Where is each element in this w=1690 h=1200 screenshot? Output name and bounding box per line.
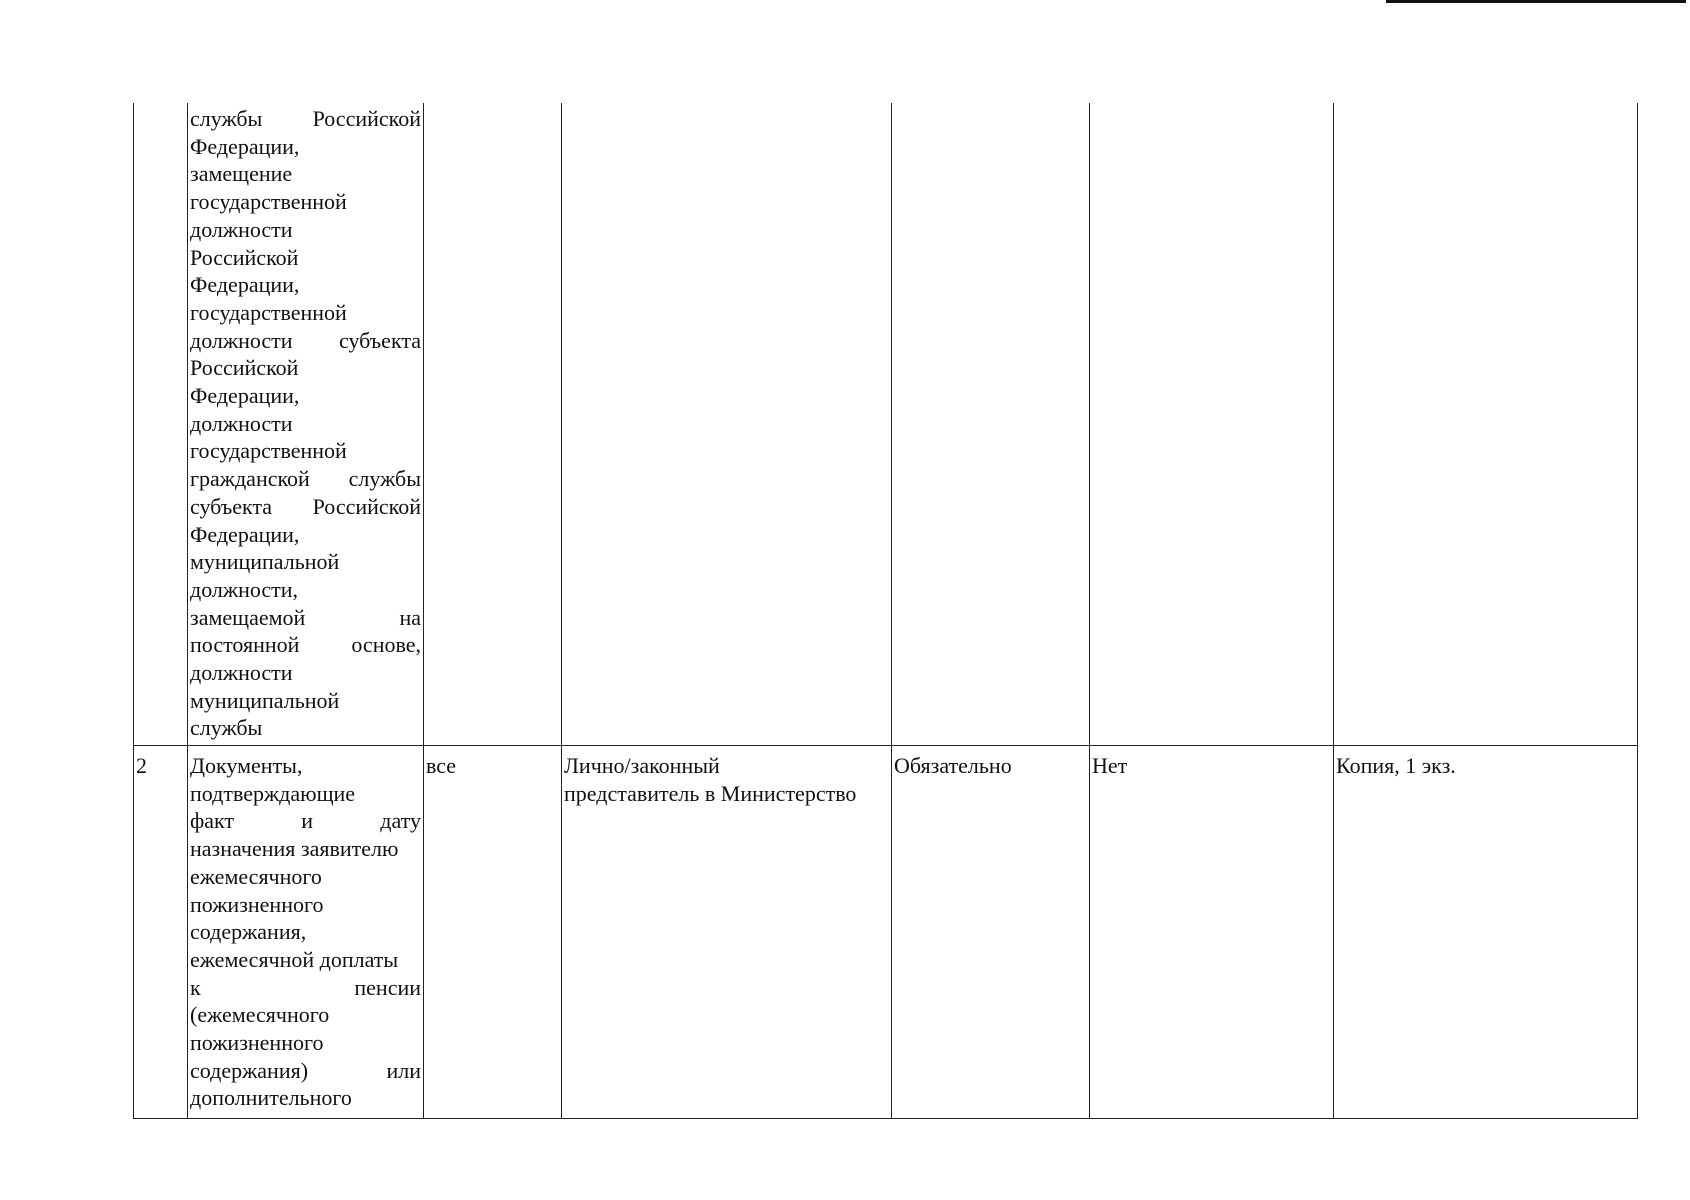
cell-number: 2	[134, 746, 188, 1119]
document-name-line: Российской	[190, 244, 299, 270]
document-name-line: службы	[190, 715, 263, 741]
document-name-line: Федерации,	[190, 383, 300, 409]
document-name-line: пожизненного	[190, 891, 324, 917]
cell-applicant-category: все	[424, 746, 562, 1119]
document-name-line: государственной	[190, 438, 347, 464]
document-name-line: дополнительного	[190, 1085, 352, 1111]
document-name-line: пожизненного	[190, 1030, 324, 1056]
document-name-line: должности	[190, 216, 293, 242]
document-name-line: содержания,	[190, 919, 307, 945]
document-name-line: Федерации,	[190, 133, 300, 159]
cell-requirement	[892, 103, 1090, 746]
document-name-line: ежемесячной доплаты	[190, 946, 399, 972]
document-name-line: замещение	[190, 161, 293, 187]
document-name-line: должности	[190, 410, 293, 436]
method-line: представитель в Министерство	[564, 780, 857, 806]
document-name-line: (ежемесячного	[190, 1002, 330, 1028]
top-rule	[1386, 0, 1686, 3]
document-name-line: муниципальной	[190, 549, 340, 575]
table-row-continued	[134, 103, 1638, 746]
document-name-line: ежемесячного	[190, 863, 322, 889]
document-name-line: государственной	[190, 299, 347, 325]
document-name-line: замещаемой на	[190, 604, 421, 630]
cell-document-name	[188, 103, 424, 746]
documents-table	[133, 103, 1638, 1119]
document-name-line: гражданской службы	[190, 466, 421, 492]
document-name-line: государственной	[190, 189, 347, 215]
document-name-line: Федерации,	[190, 521, 300, 547]
document-name-line: к пенсии	[190, 974, 421, 1000]
document-name-line: Документы,	[190, 753, 303, 778]
cell-applicant-category	[424, 103, 562, 746]
cell-number	[134, 103, 188, 746]
table-row-2	[134, 746, 1638, 1119]
document-name-line: факт и дату	[190, 808, 421, 834]
document-name-lines	[190, 105, 421, 742]
cell-submission-method	[562, 103, 892, 746]
cell-form	[1334, 103, 1638, 746]
cell-form: Копия, 1 экз.	[1334, 746, 1638, 1119]
document-name-line: субъекта Российской	[190, 493, 421, 519]
document-name-line: должности	[190, 660, 293, 686]
document-name-line: должности,	[190, 576, 299, 602]
document-name-line: Российской	[190, 355, 299, 381]
method-line: Лично/законный	[564, 753, 720, 778]
document-name-line: подтверждающие	[190, 780, 356, 806]
document-name-line: службы Российской	[190, 106, 421, 131]
cell-requirement: Обязательно	[892, 746, 1090, 1119]
document-name-line: постоянной основе,	[190, 632, 421, 658]
document-name-line: содержания) или	[190, 1057, 421, 1083]
document-name-line: назначения заявителю	[190, 836, 399, 862]
document-name-line: должности субъекта	[190, 327, 421, 353]
cell-document-name	[188, 746, 424, 1119]
document-name-line: муниципальной	[190, 687, 340, 713]
cell-template	[1090, 103, 1334, 746]
cell-submission-method	[562, 746, 892, 1119]
document-name-line: Федерации,	[190, 272, 300, 298]
document-name-lines	[190, 752, 421, 1112]
cell-template: Нет	[1090, 746, 1334, 1119]
